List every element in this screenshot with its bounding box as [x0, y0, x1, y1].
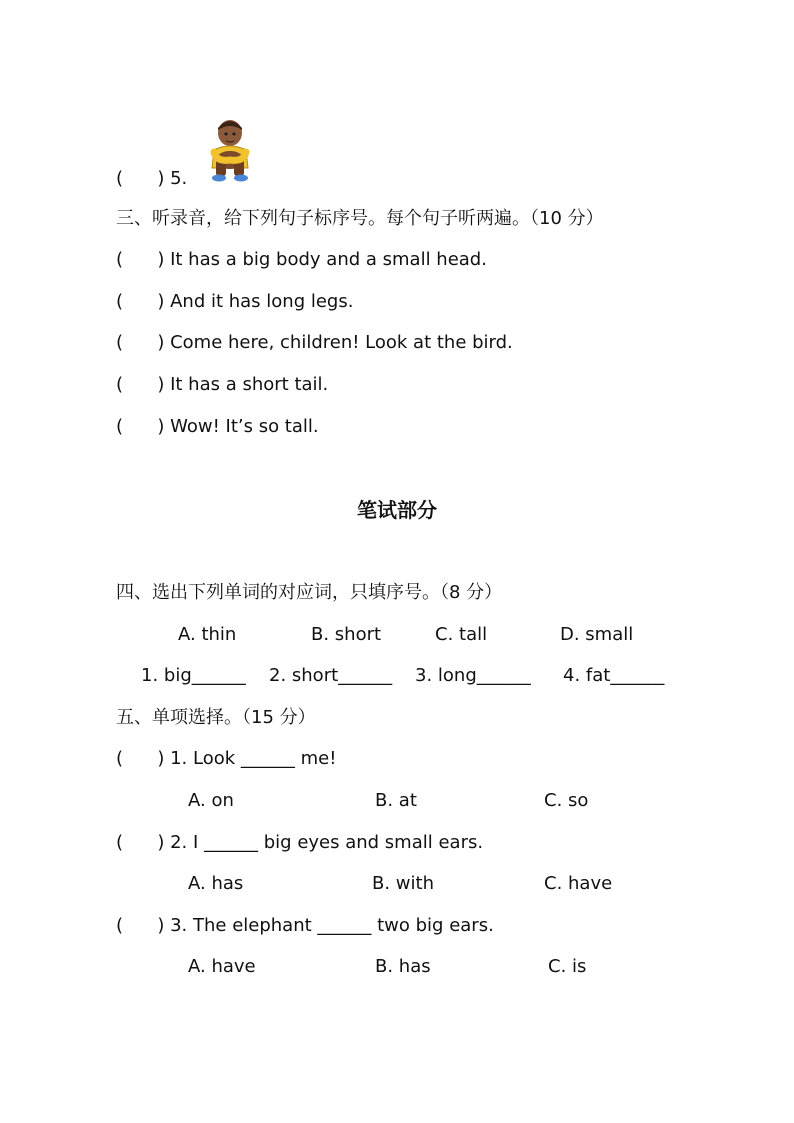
question-5-label: ( ) 5. [116, 168, 188, 189]
written-part-heading: 笔试部分 [357, 498, 437, 522]
section-5-option: B. has [375, 956, 431, 977]
section-5-title: 五、单项选择。（15 分） [116, 707, 316, 728]
section-5-option: C. is [548, 956, 587, 977]
section-5-question-stem: ( ) 3. The elephant ______ two big ears. [116, 915, 494, 936]
section-5-option: A. on [188, 790, 234, 811]
section-4-option: D. small [560, 624, 634, 645]
section-3-title: 三、听录音，给下列句子标序号。每个句子听两遍。（10 分） [116, 208, 604, 229]
section-3-item: ( ) And it has long legs. [116, 291, 354, 312]
section-4-option: A. thin [178, 624, 237, 645]
section-5-question-stem: ( ) 2. I ______ big eyes and small ears. [116, 832, 484, 853]
section-4-option: B. short [311, 624, 382, 645]
section-3-item: ( ) It has a short tail. [116, 374, 329, 395]
section-5-option: B. with [372, 873, 434, 894]
section-5-option: A. have [188, 956, 256, 977]
section-5-option: C. so [544, 790, 589, 811]
section-4-question: 4. fat______ [563, 665, 665, 686]
section-5-question-stem: ( ) 1. Look ______ me! [116, 748, 337, 769]
section-5-option: C. have [544, 873, 613, 894]
section-4-question: 3. long______ [415, 665, 531, 686]
section-3-item: ( ) Wow! It’s so tall. [116, 416, 319, 437]
boy-sitting-image [196, 116, 264, 186]
section-4-title: 四、选出下列单词的对应词，只填序号。（8 分） [116, 582, 503, 603]
section-3-item: ( ) It has a big body and a small head. [116, 249, 487, 270]
section-4-question: 1. big______ [141, 665, 246, 686]
section-5-option: B. at [375, 790, 417, 811]
section-5-option: A. has [188, 873, 244, 894]
section-3-item: ( ) Come here, children! Look at the bird. [116, 332, 513, 353]
section-4-option: C. tall [435, 624, 488, 645]
section-4-question: 2. short______ [269, 665, 393, 686]
